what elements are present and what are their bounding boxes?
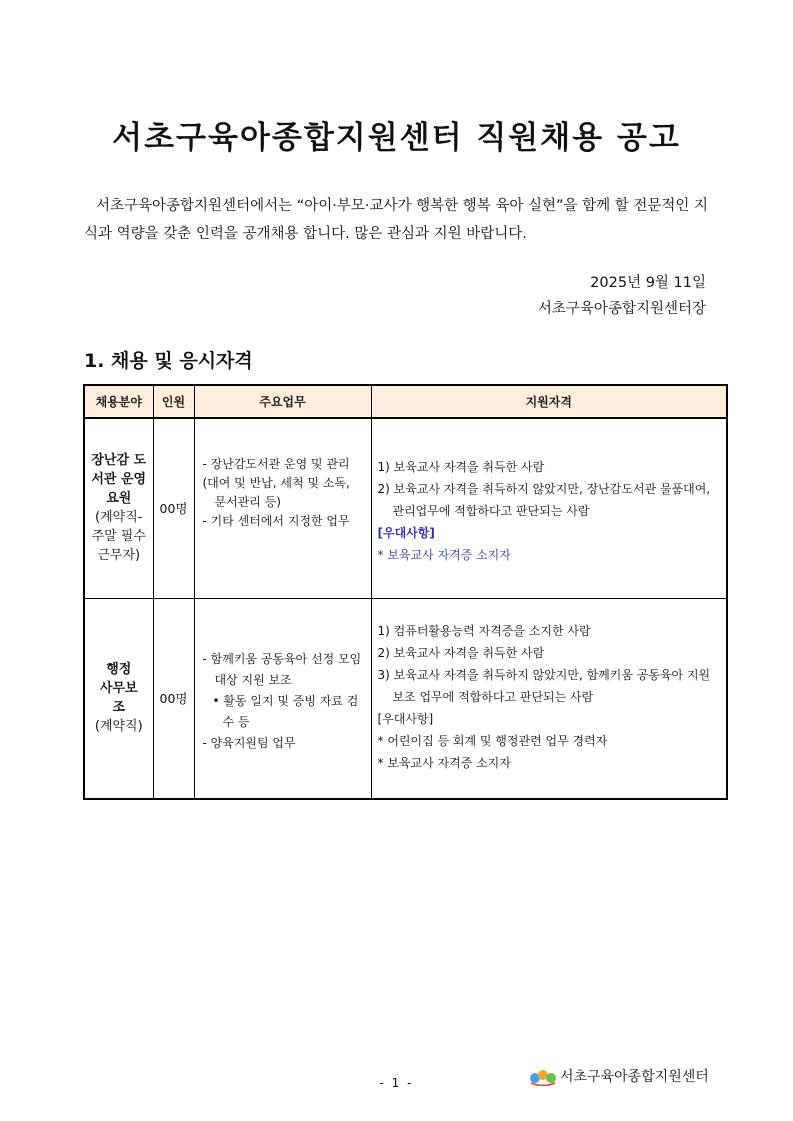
- header-duties: 주요업무: [194, 385, 371, 418]
- field-type: (계약직): [94, 719, 143, 735]
- qualification-item: 1) 보육교사 자격을 취득한 사람: [377, 460, 545, 474]
- duties-cell: [194, 418, 371, 598]
- duties-cell: [194, 598, 371, 799]
- table-header-row: [84, 385, 727, 418]
- preferred-label: [우대사항]: [377, 711, 434, 726]
- section-title: 1. 채용 및 응시자격: [84, 350, 253, 372]
- duty-item: - 양육지원팀 업무: [202, 735, 296, 750]
- preferred-label: [우대사항]: [377, 526, 435, 540]
- qualifications-cell: [371, 598, 727, 799]
- field-cell: [84, 418, 153, 598]
- duty-item: - 기타 센터에서 지정한 업무: [202, 514, 350, 528]
- footer-logo: [528, 1066, 709, 1086]
- field-cell: [84, 598, 153, 799]
- qualification-item: 2) 보육교사 자격을 취득하지 않았지만, 장난감도서관 물품대여, 관리업무에 적합하다고 판단되는 사람: [377, 482, 711, 518]
- field-type: (계약직- 주말 필수 근무자): [91, 510, 146, 564]
- preferred-item: * 보육교사 자격증 소지자: [377, 755, 511, 770]
- header-qualifications: 지원자격: [371, 385, 727, 418]
- count-cell: 00명: [153, 418, 194, 598]
- duty-item: - 함께키움 공동육아 선정 모임 대상 지원 보조: [202, 651, 362, 687]
- duty-item: • 활동 일지 및 증빙 자료 검수 등: [212, 693, 359, 729]
- table-row: [84, 598, 727, 799]
- qualification-item: 3) 보육교사 자격을 취득하지 않았지만, 함께키움 공동육아 지원 보조 업무에 적합하다고 판단되는 사람: [377, 667, 711, 704]
- preferred-item: * 보육교사 자격증 소지자: [377, 548, 511, 562]
- issuer-name: 서초구육아종합지원센터장: [537, 301, 706, 317]
- announcement-date: 2025년 9월 11일: [590, 275, 706, 291]
- preferred-item: * 어린이집 등 회계 및 행정관련 업무 경력자: [377, 733, 608, 748]
- center-logo-icon: [528, 1066, 558, 1086]
- count-cell: 00명: [153, 598, 194, 799]
- header-count: 인원: [153, 385, 194, 418]
- field-name: 장난감 도서관 운영요원: [91, 453, 147, 507]
- page-title: 서초구육아종합지원센터 직원채용 공고: [112, 120, 681, 156]
- field-name: 행정 사무보조: [99, 662, 138, 716]
- duties-list: [195, 455, 361, 531]
- duty-item: (대여 및 반납, 세척 및 소독, 문서관리 등): [202, 476, 350, 509]
- recruitment-table: [83, 384, 728, 800]
- duty-item: - 장난감도서관 운영 및 관리: [202, 457, 350, 471]
- qualifications-list: [372, 456, 721, 566]
- table-row: [84, 418, 727, 598]
- qualifications-cell: [371, 418, 727, 598]
- header-field: 채용분야: [84, 385, 153, 418]
- duties-list: [195, 649, 365, 754]
- qualification-item: 1) 컴퓨터활용능력 자격증을 소지한 사람: [377, 623, 591, 638]
- intro-paragraph: 서초구육아종합지원센터에서는 “아이·부모·교사가 행복한 행복 육아 실현”을 함께 할 전문적인 지식과 역량을 갖춘 인력을 공개채용 합니다. 많은 관심과 지원 바랍니다.: [84, 198, 708, 242]
- qualifications-list: [372, 620, 721, 774]
- footer-org-name: 서초구육아종합지원센터: [560, 1069, 709, 1085]
- qualification-item: 2) 보육교사 자격을 취득한 사람: [377, 645, 545, 660]
- page-number: - 1 -: [379, 1076, 414, 1090]
